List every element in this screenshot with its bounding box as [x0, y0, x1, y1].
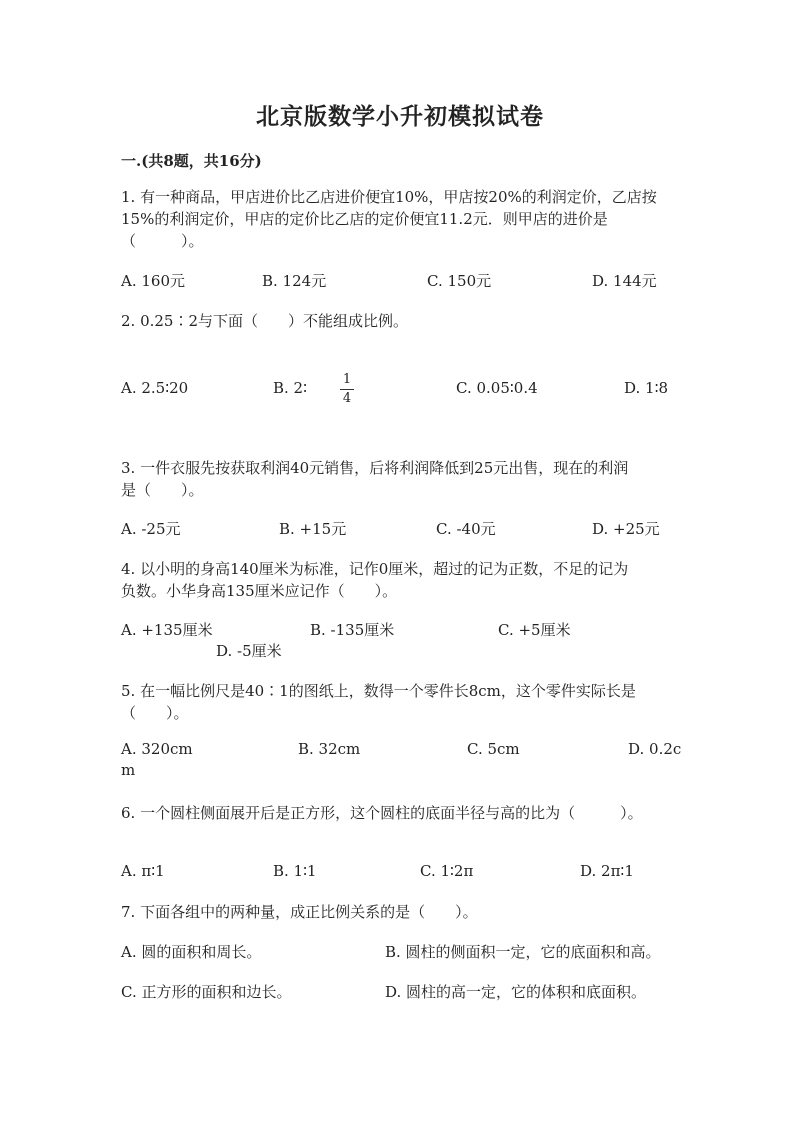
q5-option-d-wrap: m — [121, 761, 136, 779]
q7-option-a[interactable]: A. 圆的面积和周长。 — [121, 943, 262, 961]
question-3-stem: 3. 一件衣服先按获取利润40元销售，后将利润降低到25元出售，现在的利润 是（ ）。 — [121, 459, 629, 499]
question-4-stem: 4. 以小明的身高140厘米为标准，记作0厘米，超过的记为正数，不足的记为 负数。小华身高135厘米应记作（ ）。 — [121, 560, 629, 600]
q1-option-c[interactable]: C. 150元 — [427, 272, 492, 290]
q2-option-d[interactable]: D. 1∶8 — [624, 379, 669, 397]
q7-option-d[interactable]: D. 圆柱的高一定，它的体积和底面积。 — [385, 983, 647, 1001]
q5-option-b[interactable]: B. 32cm — [298, 740, 361, 758]
page-title: 北京版数学小升初模拟试卷 — [256, 103, 544, 130]
question-5-stem: 5. 在一幅比例尺是40∶1的图纸上，数得一个零件长8cm，这个零件实际长是 （ ）。 — [121, 682, 636, 722]
q3-option-c[interactable]: C. -40元 — [436, 520, 496, 538]
q3-option-a[interactable]: A. -25元 — [121, 520, 181, 538]
q7-option-c[interactable]: C. 正方形的面积和边长。 — [121, 983, 292, 1001]
q2-option-b-fraction: 1 4 — [340, 372, 354, 407]
q1-option-d[interactable]: D. 144元 — [592, 272, 657, 290]
q6-option-a[interactable]: A. π∶1 — [121, 862, 165, 880]
q3-option-b[interactable]: B. +15元 — [279, 520, 347, 538]
q2-option-a[interactable]: A. 2.5∶20 — [121, 379, 189, 397]
q5-option-c[interactable]: C. 5cm — [467, 740, 520, 758]
q6-option-c[interactable]: C. 1∶2π — [420, 862, 474, 880]
q5-option-d[interactable]: D. 0.2c — [628, 740, 682, 758]
q4-option-c[interactable]: C. +5厘米 — [498, 621, 571, 639]
question-1-stem: 1. 有一种商品，甲店进价比乙店进价便宜10%，甲店按20%的利润定价，乙店按 15%的利润定价，甲店的定价比乙店的定价便宜11.2元．则甲店的进价是 （ ）。 — [121, 188, 657, 250]
q6-option-d[interactable]: D. 2π∶1 — [580, 862, 634, 880]
question-7-stem: 7. 下面各组中的两种量，成正比例关系的是（ ）。 — [121, 903, 478, 921]
q2-option-b[interactable]: B. 2∶ — [273, 379, 308, 397]
question-2-stem: 2. 0.25∶2与下面（ ）不能组成比例。 — [121, 312, 409, 330]
q7-option-b[interactable]: B. 圆柱的侧面积一定，它的底面积和高。 — [385, 943, 661, 961]
q4-option-d[interactable]: D. -5厘米 — [216, 642, 282, 660]
q4-option-a[interactable]: A. +135厘米 — [121, 621, 213, 639]
q5-option-a[interactable]: A. 320cm — [121, 740, 193, 758]
q3-option-d[interactable]: D. +25元 — [592, 520, 660, 538]
question-6-stem: 6. 一个圆柱侧面展开后是正方形，这个圆柱的底面半径与高的比为（ ）。 — [121, 804, 643, 822]
q1-option-b[interactable]: B. 124元 — [262, 272, 327, 290]
q4-option-b[interactable]: B. -135厘米 — [310, 621, 395, 639]
q1-option-a[interactable]: A. 160元 — [121, 272, 185, 290]
section-heading: 一.(共8题，共16分) — [121, 152, 262, 170]
q6-option-b[interactable]: B. 1∶1 — [273, 862, 317, 880]
q2-option-c[interactable]: C. 0.05∶0.4 — [456, 379, 538, 397]
